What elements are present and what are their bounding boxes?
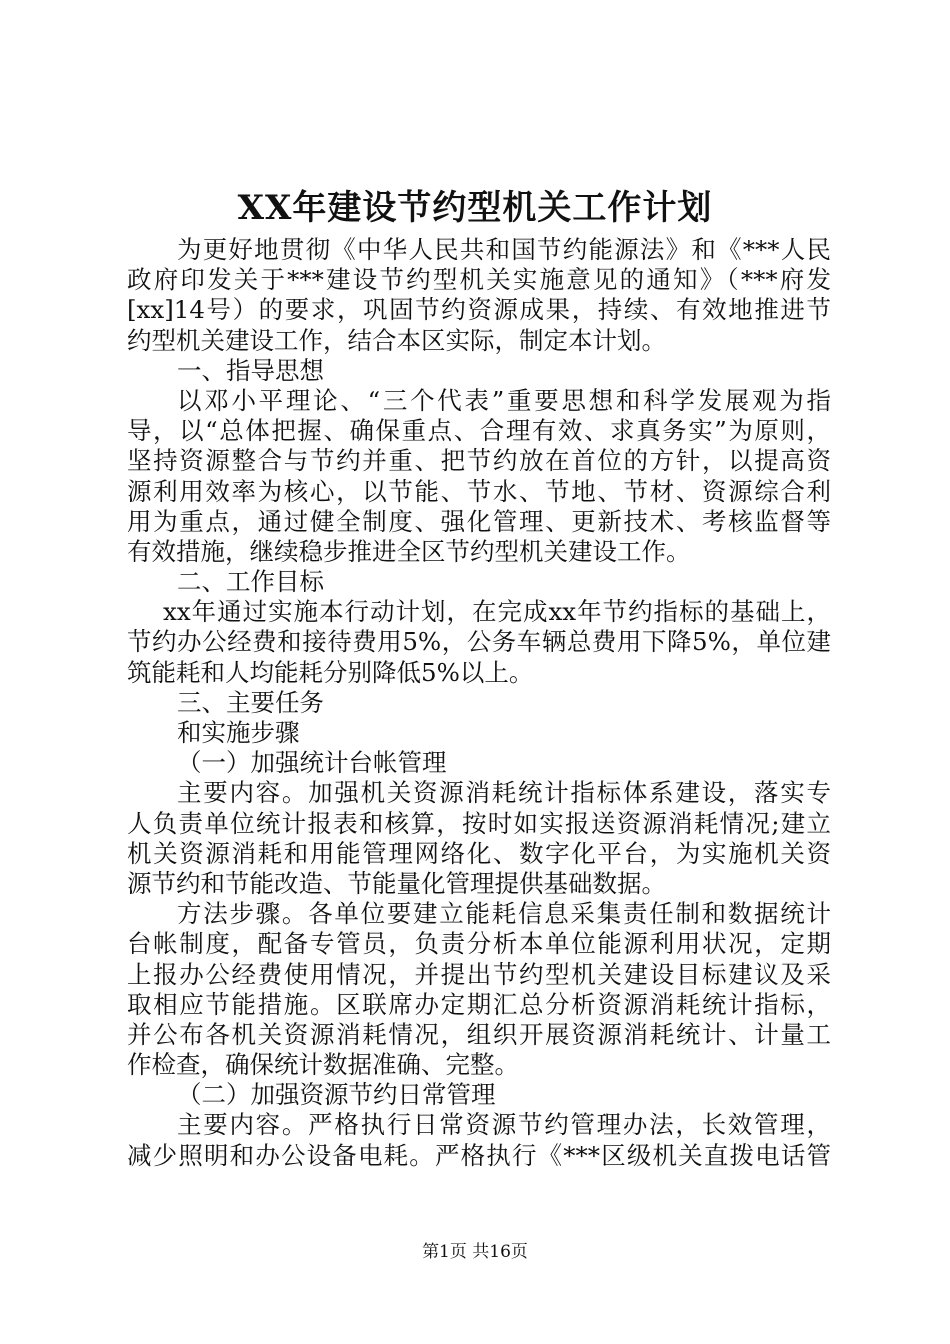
text-line: 台帐制度，配备专管员，负责分析本单位能源利用状况，定期 (127, 929, 831, 959)
text-line: 源利用效率为核心，以节能、节水、节地、节材、资源综合利 (127, 476, 831, 506)
page-footer: 第1页 共16页 (422, 1242, 528, 1262)
text-line: 取相应节能措施。区联席办定期汇总分析资源消耗统计指标， (127, 989, 831, 1019)
text-line: 源节约和节能改造、节能量化管理提供基础数据。 (127, 868, 666, 898)
text-line: 主要内容。加强机关资源消耗统计指标体系建设，落实专 (177, 778, 831, 808)
text-line: 一、指导思想 (177, 355, 324, 385)
text-line: 主要内容。严格执行日常资源节约管理办法，长效管理， (177, 1110, 831, 1140)
text-line: 并公布各机关资源消耗情况，组织开展资源消耗统计、计量工 (127, 1019, 831, 1049)
text-line: 上报办公经费使用情况，并提出节约型机关建设目标建议及采 (127, 959, 831, 989)
text-line: 政府印发关于***建设节约型机关实施意见的通知》（***府发 (127, 265, 831, 295)
text-line: [xx]14号）的要求，巩固节约资源成果，持续、有效地推进节 (127, 295, 831, 325)
text-line: 减少照明和办公设备电耗。严格执行《***区级机关直拨电话管 (127, 1140, 831, 1170)
text-line: 以邓小平理论、“三个代表”重要思想和科学发展观为指 (177, 385, 831, 415)
text-line: 人负责单位统计报表和核算，按时如实报送资源消耗情况;建立 (127, 808, 831, 838)
text-line: 筑能耗和人均能耗分别降低5%以上。 (127, 657, 534, 687)
text-line: 节约办公经费和接待费用5%，公务车辆总费用下降5%，单位建 (127, 627, 831, 657)
text-line: 三、主要任务 (177, 687, 324, 717)
document-body (127, 235, 831, 1171)
text-line: （二）加强资源节约日常管理 (177, 1080, 496, 1110)
text-line: 机关资源消耗和用能管理网络化、数字化平台，为实施机关资 (127, 838, 831, 868)
text-line: 作检查，确保统计数据准确、完整。 (127, 1050, 519, 1080)
text-line: xx年通过实施本行动计划，在完成xx年节约指标的基础上， (163, 597, 831, 627)
text-line: 有效措施，继续稳步推进全区节约型机关建设工作。 (127, 536, 691, 566)
text-line: 用为重点，通过健全制度、强化管理、更新技术、考核监督等 (127, 506, 831, 536)
text-line: 方法步骤。各单位要建立能耗信息采集责任制和数据统计 (177, 899, 831, 929)
text-line: 和实施步骤 (177, 718, 300, 747)
document-title: XX年建设节约型机关工作计划 (237, 188, 713, 228)
text-line: 约型机关建设工作，结合本区实际，制定本计划。 (127, 325, 666, 355)
text-line: 为更好地贯彻《中华人民共和国节约能源法》和《***人民 (177, 235, 831, 264)
text-line: （一）加强统计台帐管理 (177, 748, 447, 778)
text-line: 导，以“总体把握、确保重点、合理有效、求真务实”为原则， (127, 416, 831, 446)
text-line: 坚持资源整合与节约并重、把节约放在首位的方针，以提高资 (127, 446, 831, 476)
text-line: 二、工作目标 (177, 567, 324, 597)
